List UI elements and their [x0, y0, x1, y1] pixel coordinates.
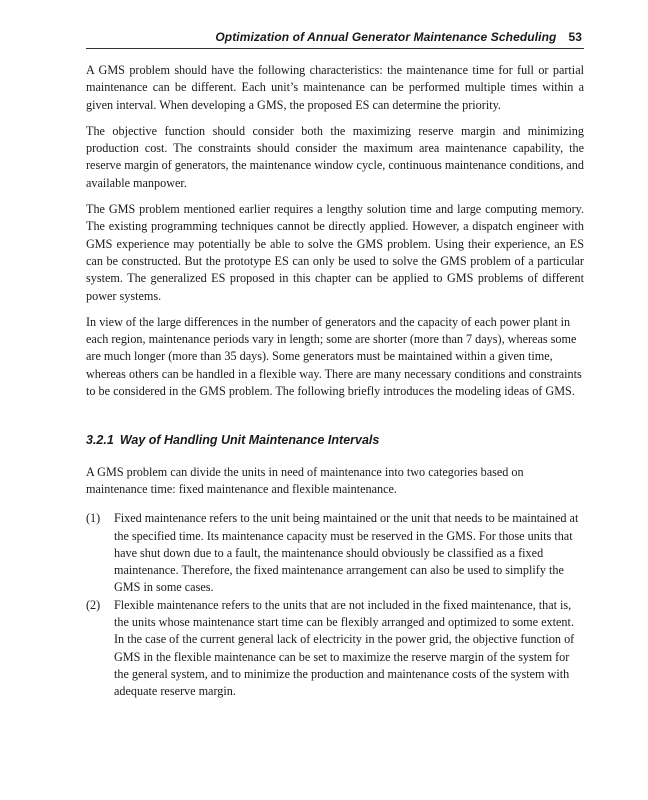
running-title: Optimization of Annual Generator Maintenance Scheduling	[215, 30, 557, 44]
section-number: 3.2.1	[86, 433, 114, 448]
paragraph-modeling-ideas: In view of the large differences in the number of generators and the capacity of each power plant in each region, maintenance periods vary in length; some are shorter (more than 7 days), whereas some are much longer (more than 35 days). Some generators must be maintained within a given time, whereas others can be handled in a flexible way. There are many necessary conditions and constraints to be considered in the GMS problem. The following briefly introduces the modeling ideas of GMS.	[86, 314, 582, 399]
header-rule	[86, 48, 584, 49]
list-item	[86, 510, 584, 596]
list-marker: (2)	[86, 597, 101, 612]
page-number: 53	[568, 30, 582, 44]
section-heading	[86, 432, 584, 449]
paragraph-solution-time: The GMS problem mentioned earlier requires a lengthy solution time and large computing memory. The existing programming techniques cannot be directly applied. However, a dispatch engineer with GMS experience may potentially be able to solve the GMS problem. Using their experience, an ES can be constructed. But the prototype ES can only be used to solve the GMS problem of a particular system. The generalized ES proposed in this chapter can be applied to GMS problems of different power systems.	[86, 202, 584, 303]
maintenance-list	[86, 510, 584, 700]
section-title: Way of Handling Unit Maintenance Intervals	[119, 433, 380, 448]
paragraph-characteristics: A GMS problem should have the following characteristics: the maintenance time for full or partial maintenance can be different. Each unit’s maintenance can be performed multiple times within a given interval. When developing a GMS, the proposed ES can determine the priority.	[86, 63, 584, 112]
body-text	[86, 62, 584, 701]
list-item	[86, 597, 584, 701]
paragraph-objective-function: The objective function should consider both the maximizing reserve margin and minimizing production cost. The constraints should consider the maximum area maintenance capability, the reserve margin of generators, the maintenance window cycle, continuous maintenance conditions, and available manpower.	[86, 123, 584, 190]
section-intro: A GMS problem can divide the units in need of maintenance into two categories based on maintenance time: fixed maintenance and flexible maintenance.	[86, 464, 524, 496]
list-item-text: Flexible maintenance refers to the units that are not included in the fixed maintenance, that is, the units whose maintenance start time can be flexibly arranged and optimized to some extent. In the case of the current general lack of electricity in the power grid, the objective function of GMS in the flexible maintenance can be set to maximize the reserve margin of the system for the general system, and to minimize the production and maintenance costs of the system with adequate reserve margin.	[114, 597, 575, 699]
list-marker: (1)	[86, 511, 101, 526]
list-item-text: Fixed maintenance refers to the unit being maintained or the unit that needs to be maintained at the specified time. Its maintenance capacity must be reserved in the GMS. For those units that have shut down due to a fault, the maintenance should obviously be classified as a fixed maintenance. Therefore, the fixed maintenance arrangement can also be used to simplify the GMS in some cases.	[114, 511, 579, 595]
running-head	[86, 30, 582, 44]
